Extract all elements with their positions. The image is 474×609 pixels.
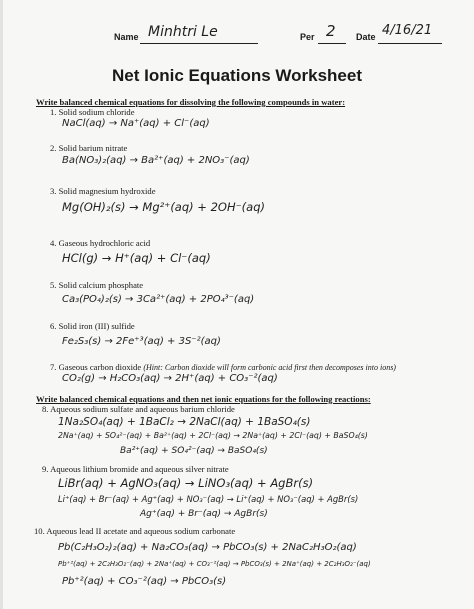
answer-2: Ba(NO₃)₂(aq) → Ba²⁺(aq) + 2NO₃⁻(aq) bbox=[62, 155, 250, 166]
answer-9-molecular: LiBr(aq) + AgNO₃(aq) → LiNO₃(aq) + AgBr(s) bbox=[58, 476, 314, 490]
answer-5: Ca₃(PO₄)₂(s) → 3Ca²⁺(aq) + 2PO₄³⁻(aq) bbox=[62, 294, 255, 305]
question-5: 5. Solid calcium phosphate bbox=[50, 280, 144, 290]
answer-9-net: Ag⁺(aq) + Br⁻(aq) → AgBr(s) bbox=[140, 509, 268, 519]
question-7 bbox=[50, 362, 396, 372]
name-value: Minhtri Le bbox=[148, 24, 218, 40]
answer-8-molecular: 1Na₂SO₄(aq) + 1BaCl₂ → 2NaCl(aq) + 1BaSO₄(s) bbox=[58, 416, 311, 428]
question-3: 3. Solid magnesium hydroxide bbox=[50, 186, 156, 196]
answer-3: Mg(OH)₂(s) → Mg²⁺(aq) + 2OH⁻(aq) bbox=[62, 200, 265, 214]
answer-7: CO₂(g) → H₂CO₃(aq) → 2H⁺(aq) + CO₃⁻²(aq) bbox=[62, 373, 278, 384]
page-title: Net Ionic Equations Worksheet bbox=[111, 66, 362, 85]
question-7-hint: (Hint: Carbon dioxide will form carbonic acid first then decomposes into ions) bbox=[143, 363, 396, 372]
question-9: 9. Aqueous lithium bromide and aqueous silver nitrate bbox=[42, 464, 229, 474]
question-2: 2. Solid barium nitrate bbox=[50, 143, 128, 153]
section1-heading: Write balanced chemical equations for dissolving the following compounds in water: bbox=[36, 97, 346, 107]
question-1: 1. Solid sodium chloride bbox=[50, 107, 135, 117]
answer-4: HCl(g) → H⁺(aq) + Cl⁻(aq) bbox=[62, 251, 211, 265]
question-8: 8. Aqueous sodium sulfate and aqueous barium chloride bbox=[42, 404, 235, 414]
question-10: 10. Aqueous lead II acetate and aqueous sodium carbonate bbox=[34, 526, 236, 536]
answer-10-molecular: Pb(C₂H₃O₂)₂(aq) + Na₂CO₃(aq) → PbCO₃(s) + 2NaC₂H₃O₂(aq) bbox=[58, 542, 357, 553]
answer-1: NaCl(aq) → Na⁺(aq) + Cl⁻(aq) bbox=[62, 118, 210, 129]
name-label: Name bbox=[114, 32, 139, 42]
scan-edge bbox=[0, 0, 3, 609]
answer-9-ionic: Li⁺(aq) + Br⁻(aq) + Ag⁺(aq) + NO₃⁻(aq) → Li⁺(aq) + NO₃⁻(aq) + AgBr(s) bbox=[58, 494, 359, 504]
section2-heading: Write balanced chemical equations and then net ionic equations for the following reactions: bbox=[36, 394, 371, 404]
answer-8-net: Ba²⁺(aq) + SO₄²⁻(aq) → BaSO₄(s) bbox=[120, 446, 268, 456]
date-underline bbox=[378, 43, 442, 44]
per-underline bbox=[318, 43, 346, 44]
question-4: 4. Gaseous hydrochloric acid bbox=[50, 238, 151, 248]
answer-8-ionic: 2Na⁺(aq) + SO₄²⁻(aq) + Ba²⁺(aq) + 2Cl⁻(aq) → 2Na⁺(aq) + 2Cl⁻(aq) + BaSO₄(s) bbox=[58, 431, 368, 440]
per-label: Per bbox=[300, 32, 315, 42]
per-value: 2 bbox=[326, 22, 336, 40]
date-label: Date bbox=[356, 32, 376, 42]
answer-6: Fe₂S₃(s) → 2Fe⁺³(aq) + 3S⁻²(aq) bbox=[62, 336, 221, 347]
name-underline bbox=[140, 43, 258, 44]
date-value: 4/16/21 bbox=[382, 23, 433, 38]
answer-10-ionic: Pb⁺²(aq) + 2C₂H₃O₂⁻(aq) + 2Na⁺(aq) + CO₃⁻²(aq) → PbCO₃(s) + 2Na⁺(aq) + 2C₂H₃O₂⁻(aq) bbox=[58, 560, 371, 568]
question-6: 6. Solid iron (III) sulfide bbox=[50, 321, 135, 331]
answer-10-net: Pb⁺²(aq) + CO₃⁻²(aq) → PbCO₃(s) bbox=[62, 576, 227, 587]
question-7-label: 7. Gaseous carbon dioxide bbox=[50, 362, 142, 372]
